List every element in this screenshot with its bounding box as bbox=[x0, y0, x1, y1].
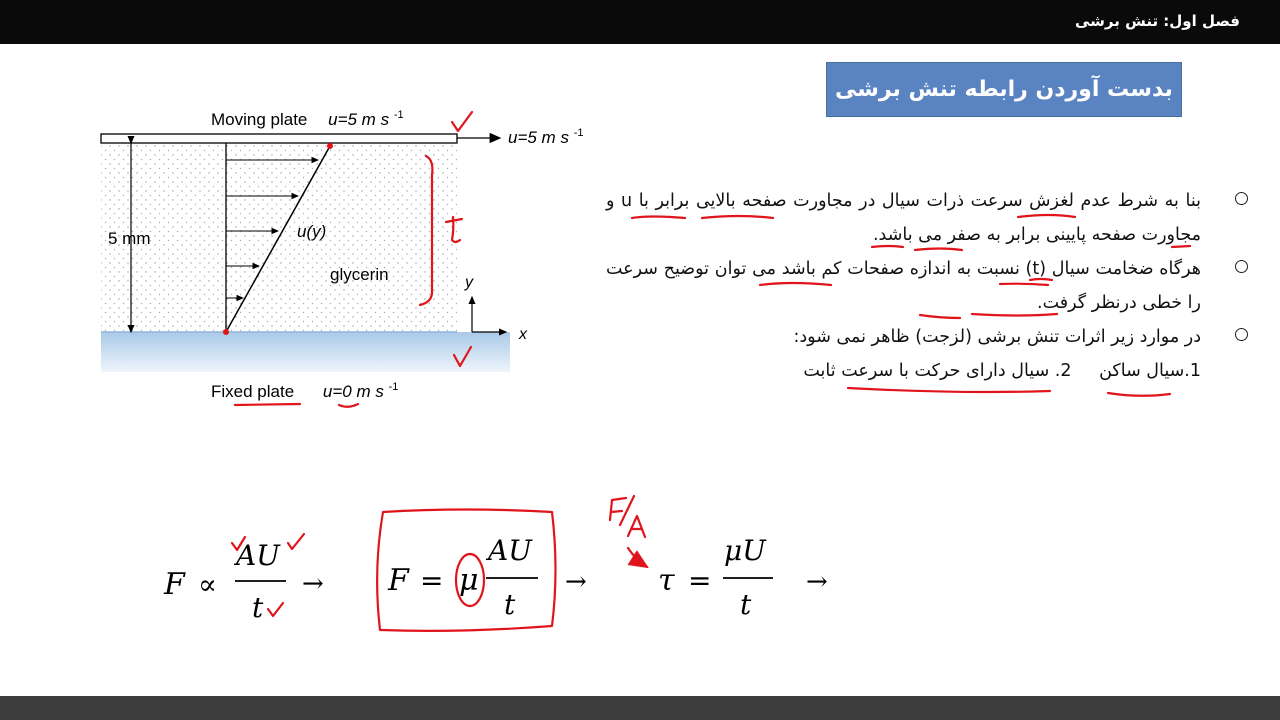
equals-symbol: = bbox=[688, 564, 712, 597]
arrow-velocity-label: u=5 m s bbox=[508, 128, 569, 147]
equals-symbol: = bbox=[420, 564, 444, 597]
shear-stress-symbol: τ bbox=[658, 563, 675, 598]
chapter-title: فصل اول: تنش برشی bbox=[1075, 12, 1240, 30]
viscosity-symbol: μ bbox=[459, 563, 479, 598]
t-denominator: t bbox=[252, 591, 264, 624]
gap-label: 5 mm bbox=[108, 229, 151, 248]
svg-text:Moving plate u=5 m s: Moving plate u=5 m s $^{-1}$ bbox=[211, 109, 404, 129]
y-axis-label: y bbox=[465, 274, 473, 291]
bottom-bar bbox=[0, 696, 1280, 720]
au-numerator: AU bbox=[236, 539, 280, 572]
fixed-plate bbox=[101, 332, 510, 372]
slide-title: بدست آوردن رابطه تنش برشی bbox=[826, 62, 1182, 117]
au-numerator: AU bbox=[488, 534, 532, 567]
force-symbol: F bbox=[164, 567, 185, 602]
equations bbox=[163, 534, 828, 624]
t-denominator: t bbox=[504, 588, 516, 621]
svg-text:u=5 m s -1: u=5 m s $^{-1}$ bbox=[508, 127, 584, 147]
arrow-symbol: → bbox=[806, 567, 828, 597]
moving-plate bbox=[101, 134, 457, 143]
arrow-symbol: → bbox=[565, 567, 587, 597]
fixed-plate-label: Fixed plate bbox=[211, 382, 295, 401]
bullet-text: در موارد زیر اثرات تنش برشی (لزجت) ظاهر نمی شود: bbox=[793, 327, 1201, 347]
mu-u-numerator: μU bbox=[724, 534, 766, 567]
x-axis-label: x bbox=[519, 326, 527, 343]
moving-velocity-label: u=5 m s bbox=[328, 110, 390, 129]
arrow-symbol: → bbox=[302, 569, 324, 599]
bullet-text: بنا به شرط عدم لغزش سرعت ذرات سیال در مجاورت صفحه بالایی برابر با u و مجاورت صفحه پایینی برابر به صفر می باشد. bbox=[606, 191, 1201, 245]
profile-label: u(y) bbox=[297, 222, 327, 241]
force-symbol: F bbox=[388, 563, 409, 598]
svg-text:Fixed plate u=0 m s -1: Fixed plate u=0 m s $^{-1}$ bbox=[211, 381, 399, 401]
moving-plate-label: Moving plate bbox=[211, 110, 308, 129]
sub-item: 2. سیال دارای حرکت با سرعت ثابت bbox=[803, 361, 1072, 381]
bullet-text: هرگاه ضخامت سیال (t) نسبت به اندازه صفحات کم باشد می توان توضیح سرعت را خطی درنظر گرفت. bbox=[606, 259, 1201, 313]
t-denominator: t bbox=[740, 588, 752, 621]
fluid-label: glycerin bbox=[330, 265, 389, 284]
fixed-velocity-label: u=0 m s bbox=[322, 382, 384, 401]
proportional-symbol: ∝ bbox=[198, 568, 217, 601]
sub-item: 1.سیال ساکن bbox=[1099, 361, 1201, 381]
